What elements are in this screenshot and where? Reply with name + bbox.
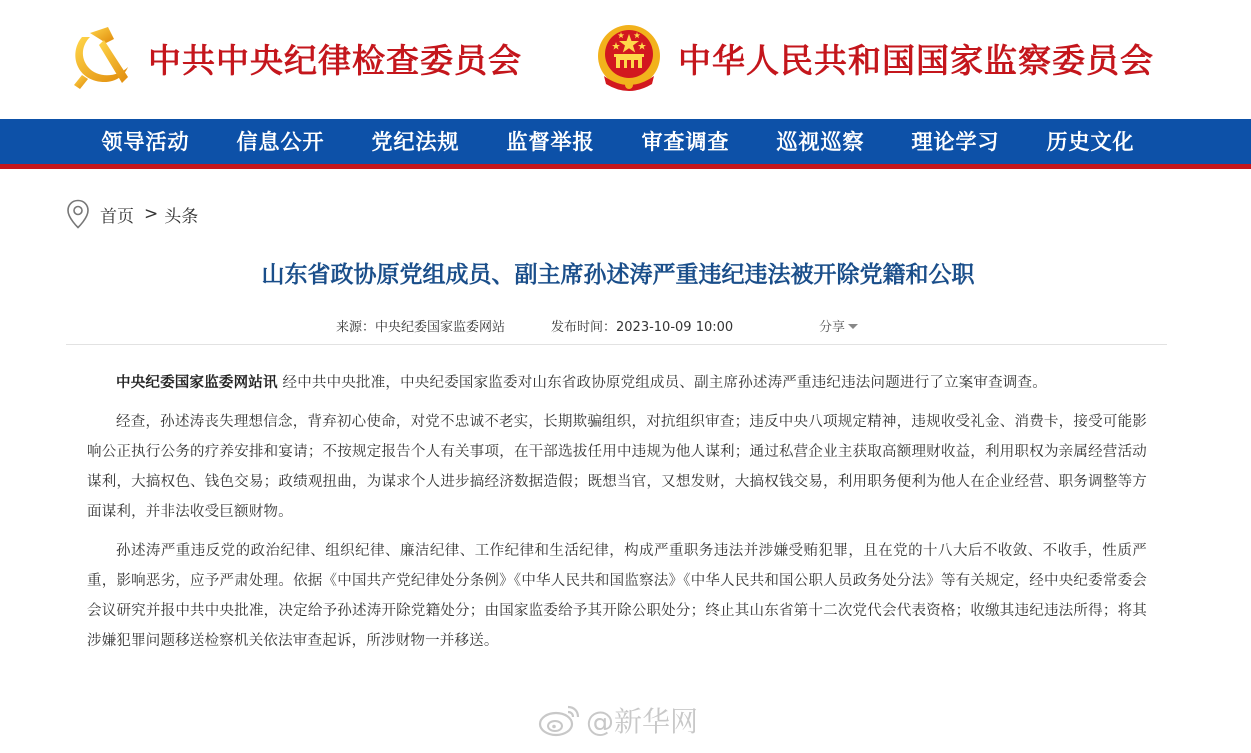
- breadcrumb-current-link[interactable]: 头条: [164, 206, 199, 227]
- weibo-icon: [538, 703, 580, 737]
- title-divider: [66, 344, 1167, 345]
- article-source: [336, 316, 505, 335]
- nav-item-info-disclosure[interactable]: 信息公开: [236, 129, 325, 154]
- ccdi-title: 中共中央纪律检查委员会: [148, 40, 522, 80]
- ccdi-logo[interactable]: [68, 22, 522, 94]
- hammer-sickle-icon: [68, 25, 134, 91]
- time-label: 发布时间：: [551, 320, 617, 335]
- nav-item-party-regulations[interactable]: 党纪法规: [371, 129, 460, 154]
- nav-item-leadership[interactable]: 领导活动: [101, 129, 190, 154]
- share-label: 分享: [819, 320, 846, 335]
- nav-accent-line: [0, 164, 1251, 169]
- breadcrumb-separator: >: [144, 204, 159, 224]
- breadcrumb-home-link[interactable]: 首页: [100, 206, 134, 227]
- nav-items: [78, 119, 1158, 164]
- main-nav: [0, 119, 1251, 164]
- lead-text: 经中共中央批准，中央纪委国家监委对山东省政协原党组成员、副主席孙述涛严重违纪违法问题进行了立案审查调查。: [277, 375, 1047, 391]
- article-paragraph-decision: 孙述涛严重违反党的政治纪律、组织纪律、廉洁纪律、工作纪律和生活纪律，构成严重职务违法并涉嫌受贿犯罪，且在党的十八大后不收敛、不收手，性质严重，影响恶劣，应予严肃处理。依据《中国共产党纪律处分条例》《中华人民共和国监察法》《中华人民共和国公职人员政务处分法》等有关规定，经中央纪委常委会会议研究并报中共中央批准，决定给予孙述涛开除党籍处分；由国家监委给予其开除公职处分；终止其山东省第十二次党代会代表资格；收缴其违纪违法所得；将其涉嫌犯罪问题移送检察机关依法审查起诉，所涉财物一并移送。: [87, 543, 1147, 649]
- national-emblem-icon: [594, 22, 664, 94]
- share-button[interactable]: [819, 316, 858, 335]
- xinhua-watermark: [538, 700, 698, 740]
- caret-down-icon: [848, 324, 858, 329]
- article-title: 山东省政协原党组成员、副主席孙述涛严重违纪违法被开除党籍和公职: [261, 262, 975, 288]
- nav-item-theory-study[interactable]: 理论学习: [911, 129, 1000, 154]
- nav-item-investigation[interactable]: 审查调查: [641, 129, 730, 154]
- nav-item-supervision-report[interactable]: 监督举报: [506, 129, 595, 154]
- watermark-text: @新华网: [586, 705, 699, 738]
- breadcrumb: [66, 198, 198, 230]
- source-label: 来源：: [336, 320, 376, 335]
- site-header: [0, 0, 1251, 119]
- article-body: [87, 368, 1147, 665]
- time-value: 2023-10-09 10:00: [616, 320, 734, 335]
- nav-item-inspection[interactable]: 巡视巡察: [776, 129, 865, 154]
- source-value: 中央纪委国家监委网站: [375, 320, 506, 335]
- article-paragraph-findings: 经查，孙述涛丧失理想信念，背弃初心使命，对党不忠诚不老实，长期欺骗组织，对抗组织审查；违反中央八项规定精神，违规收受礼金、消费卡，接受可能影响公正执行公务的疗养安排和宴请；不按规定报告个人有关事项，在干部选拔任用中违规为他人谋利；通过私营企业主获取高额理财收益，利用职权为亲属经营活动谋利，大搞权色、钱色交易；政绩观扭曲，为谋求个人进步搞经济数据造假；既想当官，又想发财，大搞权钱交易，利用职务便利为他人在企业经营、职务调整等方面谋利，并非法收受巨额财物。: [87, 414, 1147, 520]
- article-publish-time: [551, 316, 733, 335]
- article-paragraph-lead: [87, 368, 1147, 398]
- lead-dateline: 中央纪委国家监委网站讯: [116, 375, 278, 391]
- nav-item-history-culture[interactable]: 历史文化: [1046, 129, 1135, 154]
- nsc-logo[interactable]: [594, 22, 1154, 94]
- location-pin-icon: [66, 199, 90, 229]
- nsc-title: 中华人民共和国国家监察委员会: [678, 40, 1154, 80]
